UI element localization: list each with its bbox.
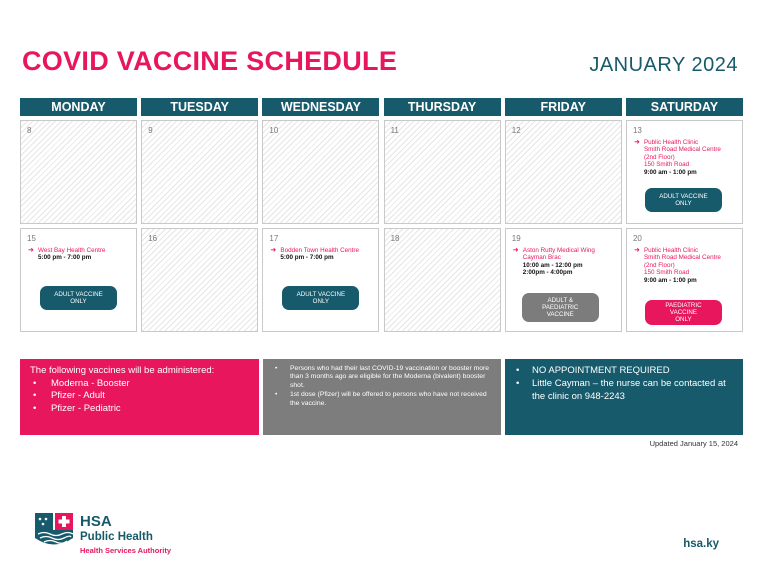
month-label: JANUARY 2024 (589, 54, 738, 76)
day-cell-with-clinic (626, 228, 743, 332)
day-header-tuesday: TUESDAY (141, 98, 258, 116)
clinic-location: Bodden Town Health Centre (280, 247, 360, 254)
date-number: 10 (269, 126, 279, 135)
vaccine-type-badge: ADULT VACCINE ONLY (40, 286, 117, 310)
notes-list (515, 365, 733, 403)
logo-authority-text: Health Services Authority (80, 546, 171, 555)
page-title: COVID VACCINE SCHEDULE (22, 46, 398, 76)
day-header-wednesday: WEDNESDAY (262, 98, 379, 116)
clinic-time: 10:00 am - 12:00 pm (522, 261, 583, 269)
week-row (20, 120, 743, 224)
calendar-grid (20, 98, 743, 332)
day-cell-with-clinic (626, 120, 743, 224)
date-number: 17 (269, 234, 279, 243)
day-cell (141, 228, 258, 332)
updated-date: Updated January 15, 2024 (649, 439, 738, 448)
logo-hsa-text: HSA (80, 513, 112, 530)
arrow-right-icon: ➜ (633, 138, 640, 146)
date-number: 18 (390, 234, 400, 243)
clinic-event (28, 247, 132, 262)
list-item: • Persons who had their last COVID-19 vaccination or booster more than 3 months ago are eligible for the Moderna (bivalent) booster shot. (275, 365, 490, 389)
clinic-location: Public Health Clinic (643, 247, 699, 254)
website-link[interactable]: hsa.ky (683, 538, 719, 550)
day-header-thursday: THURSDAY (384, 98, 501, 116)
arrow-right-icon: ➜ (270, 246, 277, 254)
day-header-friday: FRIDAY (505, 98, 622, 116)
clinic-location: Smith Road Medical Centre (643, 146, 721, 154)
vaccine-type-badge: PAEDIATRIC VACCINE ONLY (645, 300, 722, 325)
arrow-right-icon: ➜ (28, 246, 34, 254)
clinic-event (634, 139, 738, 176)
date-number: 13 (632, 126, 642, 135)
notes-panel (505, 359, 743, 435)
clinic-location: (2nd Floor) (643, 261, 675, 269)
vaccines-list (30, 378, 249, 416)
date-number: 16 (148, 234, 158, 243)
hsa-logo (35, 513, 215, 558)
list-item: • NO APPOINTMENT REQUIRED (516, 365, 670, 376)
clinic-event (513, 247, 617, 277)
day-cell-with-clinic (505, 228, 622, 332)
day-header-row (20, 98, 743, 116)
week-row (20, 228, 743, 332)
eligibility-list (273, 365, 491, 408)
clinic-time: 9:00 am - 1:00 pm (643, 276, 697, 284)
vaccine-type-badge: ADULT VACCINE ONLY (282, 286, 359, 310)
vaccines-panel (20, 359, 259, 435)
day-cell (20, 120, 137, 224)
arrow-right-icon: ➜ (512, 246, 519, 254)
day-cell (141, 120, 258, 224)
list-item: • Moderna - Booster (33, 377, 130, 389)
vaccine-type-badge: ADULT & PAEDIATRIC VACCINE (522, 293, 599, 322)
date-number: 12 (511, 126, 521, 135)
clinic-event (634, 247, 738, 284)
clinic-event (270, 247, 374, 262)
info-panels (20, 359, 743, 435)
date-number: 11 (390, 126, 399, 135)
list-item: • Pfizer - Adult (33, 390, 105, 401)
clinic-location: (2nd Floor) (643, 153, 675, 161)
list-item: • 1st dose (Pfizer) will be offered to persons who have not received the vaccine. (275, 391, 487, 407)
clinic-time: 5:00 pm - 7:00 pm (38, 254, 92, 262)
date-number: 20 (632, 234, 642, 243)
clinic-time: 5:00 pm - 7:00 pm (280, 254, 334, 262)
date-number: 15 (27, 234, 36, 243)
list-item: • Little Cayman – the nurse can be contacted at the clinic on 948-2243 (516, 377, 726, 402)
arrow-right-icon: ➜ (633, 246, 640, 254)
day-header-saturday: SATURDAY (626, 98, 743, 116)
clinic-time: 2:00pm - 4:00pm (522, 269, 573, 277)
date-number: 19 (511, 234, 521, 243)
clinic-location: Cayman Brac (522, 254, 561, 262)
day-cell (384, 120, 501, 224)
vaccines-intro: The following vaccines will be administered: (30, 365, 215, 376)
clinic-location: West Bay Health Centre (38, 247, 106, 254)
date-number: 9 (148, 126, 153, 135)
date-number: 8 (27, 126, 32, 135)
day-cell (262, 120, 379, 224)
logo-public-health-text: Public Health (80, 531, 153, 543)
day-cell (384, 228, 501, 332)
hsa-emblem-icon (35, 513, 73, 551)
clinic-location: Aston Rutty Medical Wing (522, 247, 595, 254)
clinic-location: 150 Smith Road (643, 269, 690, 277)
vaccine-type-badge: ADULT VACCINE ONLY (645, 188, 722, 212)
eligibility-panel (263, 359, 501, 435)
day-header-monday: MONDAY (20, 98, 137, 116)
clinic-location: Smith Road Medical Centre (643, 254, 721, 262)
clinic-location: Public Health Clinic (643, 139, 699, 146)
day-cell (505, 120, 622, 224)
clinic-location: 150 Smith Road (643, 161, 690, 169)
list-item: • Pfizer - Pediatric (33, 402, 121, 414)
day-cell-with-clinic (262, 228, 379, 332)
day-cell-with-clinic (20, 228, 137, 332)
clinic-time: 9:00 am - 1:00 pm (643, 168, 697, 176)
